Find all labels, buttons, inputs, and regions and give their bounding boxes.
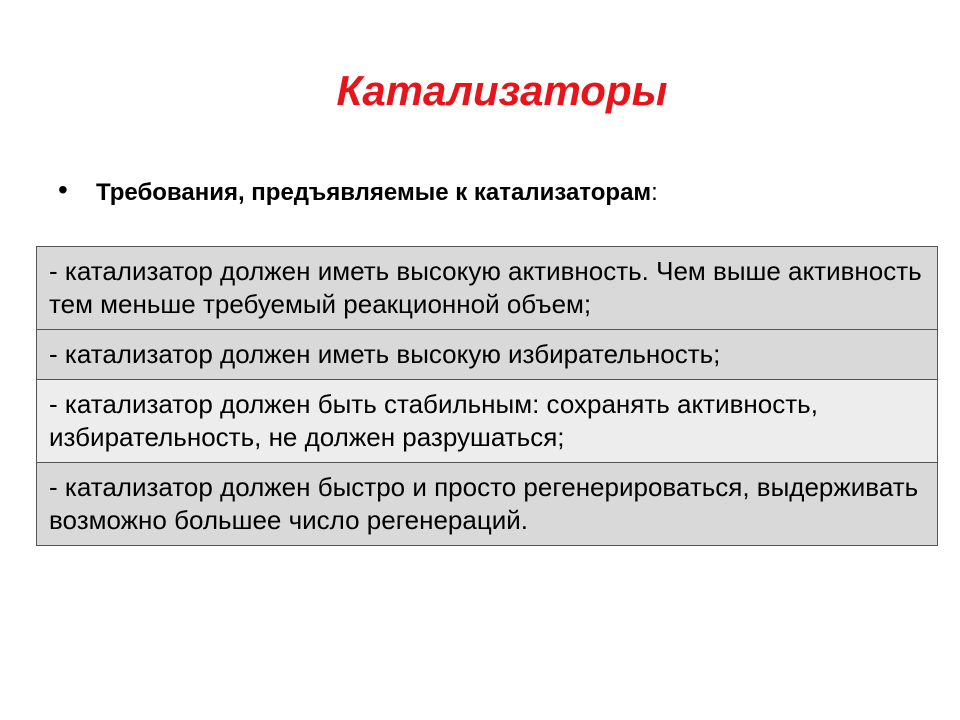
bullet-text [96,176,658,210]
requirement-row: - катализатор должен иметь высокую избирательность; [37,329,937,379]
requirement-row: - катализатор должен быстро и просто регенерироваться, выдерживать возможно большее число регенераций. [37,462,937,545]
bullet-colon: : [651,179,658,206]
requirements-table [36,246,938,546]
bullet-dot-icon: • [58,174,68,205]
requirement-row: - катализатор должен иметь высокую активность. Чем выше активность тем меньше требуемый реакционной объем; [37,247,937,329]
bullet-heading: Требования, предъявляемые к катализаторам [96,179,652,206]
requirement-row: - катализатор должен быть стабильным: сохранять активность, избирательность, не должен разрушаться; [37,379,937,462]
slide-title: Катализаторы [336,67,668,114]
